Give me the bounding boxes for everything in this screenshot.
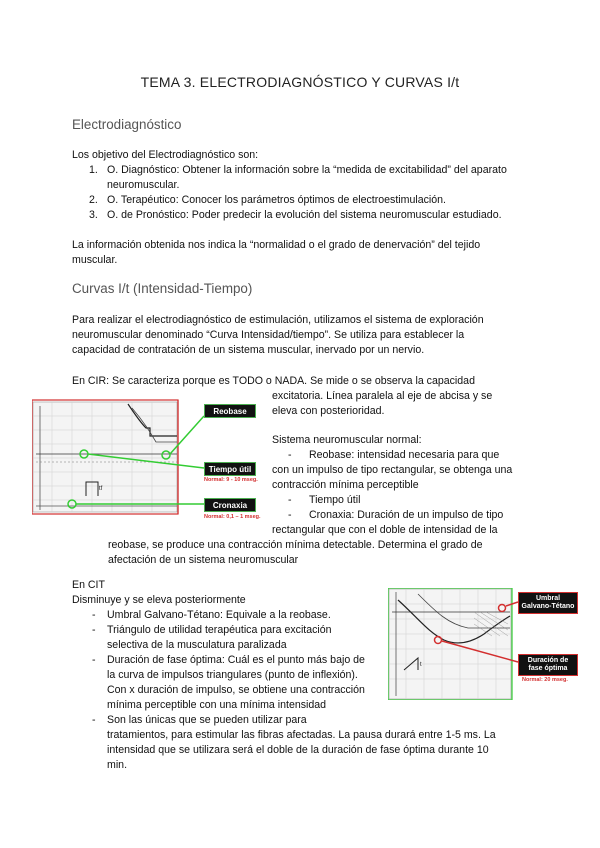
cit-treatment-paragraph [107, 728, 587, 773]
dash-bullet: - [92, 714, 96, 726]
text-line: min. [107, 759, 128, 771]
list-text: Con x duración de impulso, se obtiene una contracción [107, 684, 365, 696]
dash-bullet: - [288, 449, 292, 461]
umbral-galvano-tetano-label [518, 592, 578, 614]
cir-curve-figure [32, 398, 272, 526]
normal-system-title: Sistema neuromuscular normal: [272, 434, 422, 446]
paragraph-information [72, 238, 572, 268]
list-item [89, 208, 587, 223]
text-line: muscular. [72, 254, 118, 266]
list-text: la curva de impulsos triangulares (punto de inflexión). [107, 669, 358, 681]
text-line: Cronaxia: Duración de un impulso de tipo [309, 509, 504, 521]
cir-line: En CIR: Se caracteriza porque es TODO o NADA. Se mide o se observa la capacidad [72, 375, 475, 387]
list-text: Umbral Galvano-Tétano: Equivale a la reobase. [107, 609, 331, 621]
svg-text:t: t [420, 662, 422, 668]
list-text: Duración de fase óptima: Cuál es el punto más bajo de [107, 654, 365, 666]
text-line: rectangular que con el doble de intensidad de la [272, 524, 498, 536]
cit-intro: Disminuye y se eleva posteriormente [72, 594, 246, 606]
list-text: O. de Pronóstico: Poder predecir la evolución del sistema neuromuscular estudiado. [107, 209, 502, 221]
text-line: tratamientos, para estimular las fibras afectadas. La pausa durará entre 1-5 ms. La [107, 729, 496, 741]
dash-bullet: - [92, 609, 96, 621]
list-item [92, 623, 397, 638]
paragraph-curvas-intro [72, 313, 572, 358]
list-number: 2. [89, 194, 98, 206]
list-item [92, 608, 397, 623]
list-item [89, 163, 587, 178]
list-text: Triángulo de utilidad terapéutica para excitación [107, 624, 332, 636]
text-line: Reobase: intensidad necesaria para que [309, 449, 500, 461]
duracion-normal-note: Normal: 20 mseg. [522, 677, 568, 683]
duracion-fase-optima-label [518, 654, 578, 676]
list-item [92, 713, 397, 728]
tiempo-util-label: Tiempo útil [204, 462, 256, 476]
text-line: contracción mínima perceptible [272, 479, 419, 491]
reobase-label: Reobase [204, 404, 256, 418]
label-line: fase óptima [528, 665, 568, 672]
list-item [92, 653, 397, 668]
label-line: Duración de [527, 657, 569, 664]
text-line: afectación de un sistema neuromuscular [108, 554, 299, 566]
cir-description [272, 389, 572, 419]
list-number: 1. [89, 164, 98, 176]
label-line: Umbral [535, 595, 561, 602]
list-text: O. Diagnóstico: Obtener la información sobre la “medida de excitabilidad” del aparato [107, 164, 507, 176]
list-text: Son las únicas que se pueden utilizar para [107, 714, 307, 726]
text-line: neuromuscular denominado “Curva Intensidad/tiempo”. Se utiliza para establecer la [72, 329, 465, 341]
section-heading-electrodiagnostico: Electrodiagnóstico [72, 117, 182, 132]
dash-bullet: - [92, 654, 96, 666]
text-line: excitatoria. Línea paralela al eje de abcisa y se [272, 390, 493, 402]
tiempo-util-item [272, 493, 572, 508]
cit-list [92, 608, 397, 728]
label-line: Galvano-Tétano [521, 603, 575, 610]
dash-bullet: - [288, 494, 292, 506]
list-text: neuromuscular. [107, 179, 180, 191]
text-line: capacidad de contratación de un sistema muscular, inervado por un nervio. [72, 344, 425, 356]
cit-heading: En CIT [72, 579, 105, 591]
list-item-continuation [107, 178, 587, 193]
text-line: con un impulso de tipo rectangular, se obtenga una [272, 464, 513, 476]
objectives-intro: Los objetivo del Electrodiagnóstico son: [72, 149, 259, 161]
reobase-definition [272, 448, 572, 493]
cronaxia-label: Cronaxia [204, 498, 256, 512]
list-text: O. Terapéutico: Conocer los parámetros óptimos de electroestimulación. [107, 194, 446, 206]
text-line: eleva con posterioridad. [272, 405, 385, 417]
text-line: Tiempo útil [309, 494, 361, 506]
list-text: selectiva de la musculatura paralizada [107, 639, 287, 651]
cit-curve-figure [388, 588, 600, 700]
list-text: mínima perceptible con una mínima intensidad [107, 699, 327, 711]
svg-text:tf: tf [99, 486, 103, 492]
cronaxia-normal-note: Normal: 0,1 – 1 mseg. [204, 514, 261, 520]
text-line: intensidad que se utilizara será el doble de la duración de fase óptima durante 10 [107, 744, 489, 756]
page-title: TEMA 3. ELECTRODIAGNÓSTICO Y CURVAS I/t [140, 74, 460, 90]
text-line: reobase, se produce una contracción mínima detectable. Determina el grado de [108, 539, 483, 551]
dash-bullet: - [92, 624, 96, 636]
section-heading-curvas: Curvas I/t (Intensidad-Tiempo) [72, 281, 253, 296]
list-item [89, 193, 587, 208]
cronaxia-continuation [108, 538, 578, 568]
tiempo-util-normal-note: Normal: 9 - 10 mseg. [204, 477, 258, 483]
dash-bullet: - [288, 509, 292, 521]
cronaxia-definition [272, 508, 572, 538]
list-number: 3. [89, 209, 98, 221]
text-line: Para realizar el electrodiagnóstico de estimulación, utilizamos el sistema de exploración [72, 314, 484, 326]
objectives-list [89, 163, 587, 223]
text-line: La información obtenida nos indica la “normalidad o el grado de denervación” del tejido [72, 239, 481, 251]
